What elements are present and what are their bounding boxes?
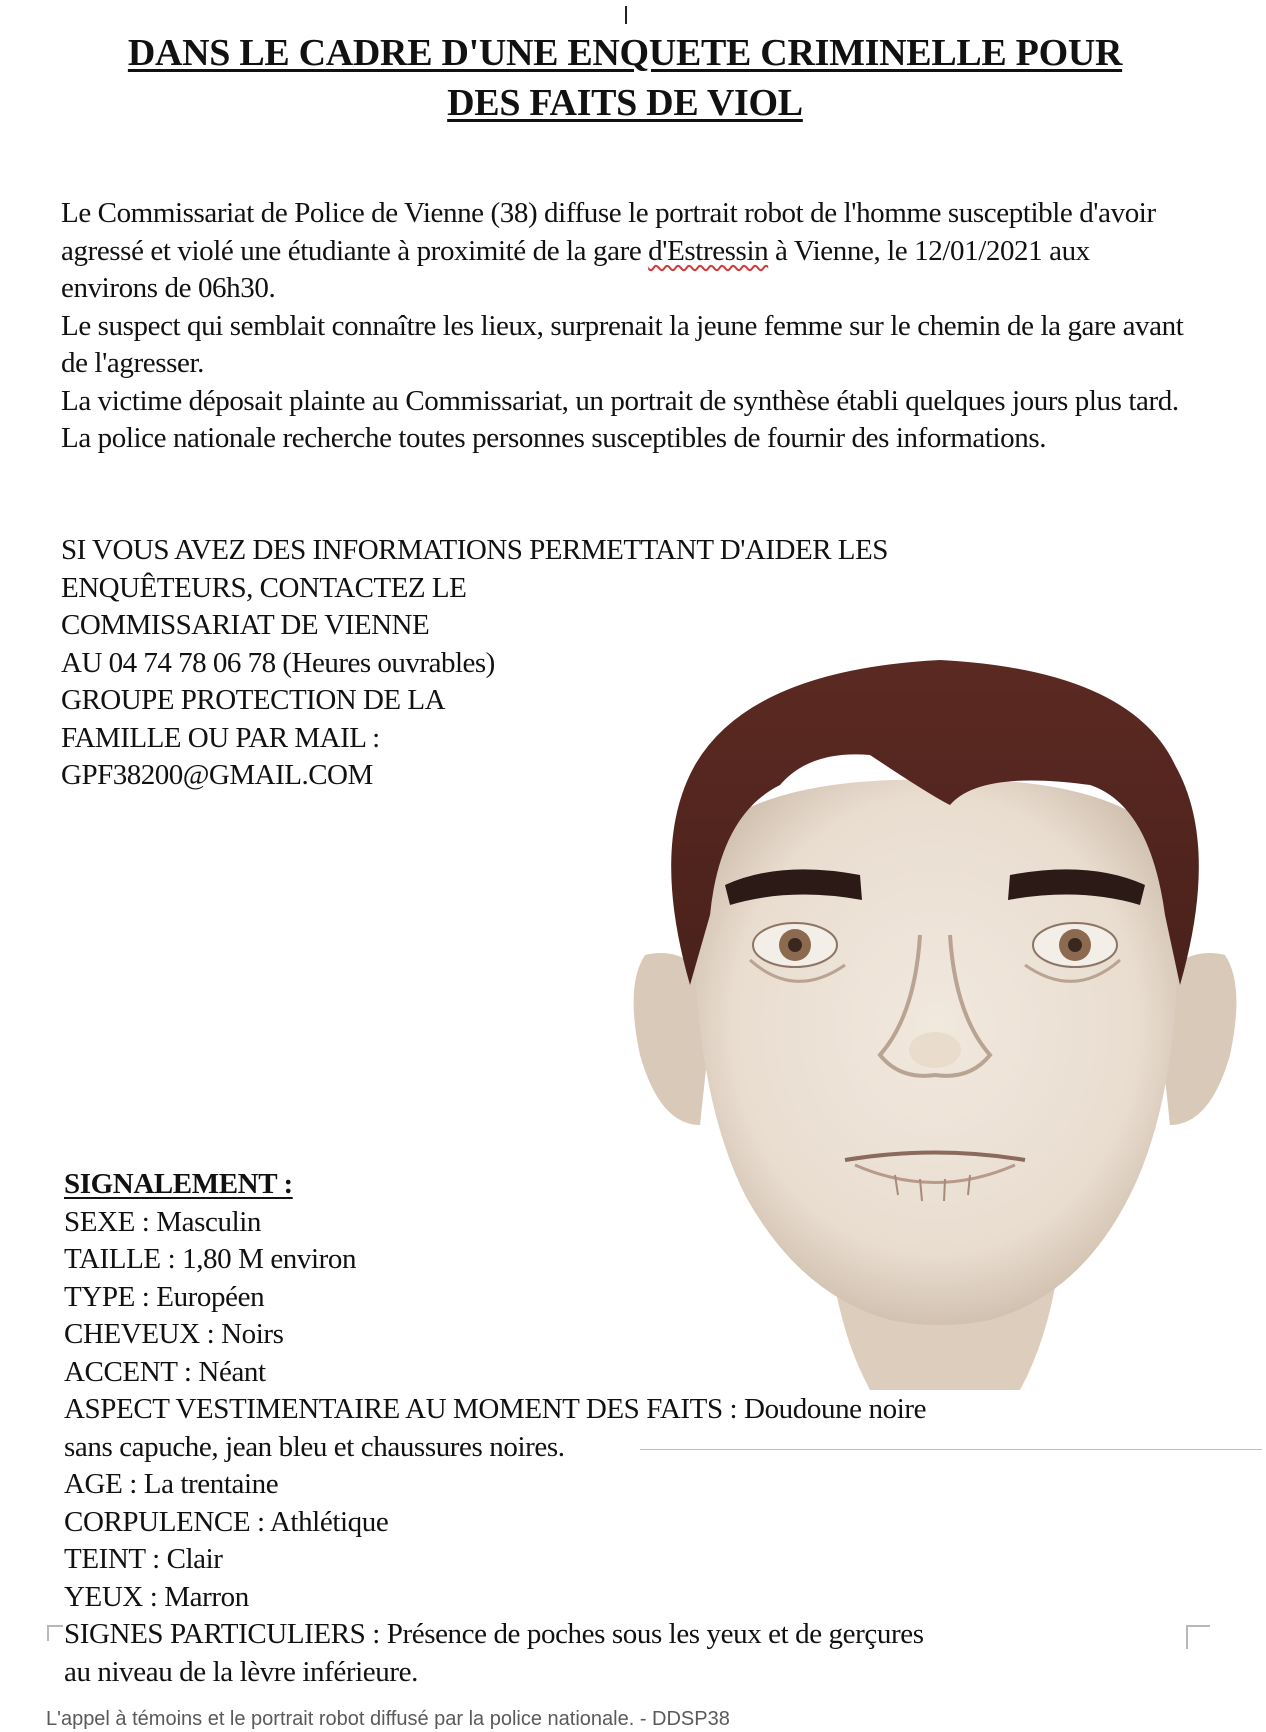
contact-line: GROUPE PROTECTION DE LA [61,684,446,716]
description-line: TAILLE : 1,80 M environ [64,1243,357,1275]
title-line-1: DANS LE CADRE D'UNE ENQUETE CRIMINELLE POUR [127,32,1123,74]
margin-corner-right [1186,1625,1210,1649]
page-rule [640,1449,1262,1450]
description-line: CHEVEUX : Noirs [64,1318,284,1350]
description-block [64,1166,1174,1691]
contact-line: FAMILLE OU PAR MAIL : [61,721,380,754]
text-cursor-mark [625,6,627,24]
description-line: AGE : La trentaine [64,1468,279,1500]
description-line: CORPULENCE : Athlétique [64,1505,389,1538]
description-line: ACCENT : Néant [64,1355,266,1388]
intro-p1-place: d'Estressin [648,234,769,267]
intro-paragraph-4: La police nationale recherche toutes personnes susceptibles de fournir des informations. [61,422,1047,454]
title-line-2: DES FAITS DE VIOL [447,82,803,124]
description-line: ASPECT VESTIMENTAIRE AU MOMENT DES FAITS : Doudoune noire [64,1393,927,1425]
image-caption: L'appel à témoins et le portrait robot diffusé par la police nationale. - DDSP38 [46,1708,730,1730]
intro-text [61,195,1191,458]
contact-line: COMMISSARIAT DE VIENNE [61,609,430,641]
contact-phone-line: AU 04 74 78 06 78 (Heures ouvrables) [61,646,495,679]
description-line: SEXE : Masculin [64,1205,261,1238]
intro-paragraph-3: La victime déposait plainte au Commissariat, un portrait de synthèse établi quelques jours plus tard. [61,384,1179,417]
notice-title [40,28,1210,128]
description-heading: SIGNALEMENT : [64,1168,293,1200]
description-line: sans capuche, jean bleu et chaussures noires. [64,1430,565,1463]
description-line: au niveau de la lèvre inférieure. [64,1655,418,1688]
description-line: YEUX : Marron [64,1580,249,1613]
margin-corner-left [47,1625,63,1641]
intro-p1-end: à Vienne, le 12/01/2021 aux environs de 06h30. [61,234,1090,304]
intro-p1-start: Le Commissariat de Police de Vienne (38) diffuse le portrait robot de l'homme susceptible d'avoir agressé et violé une étudiante à proximité de la gare [61,197,1156,267]
contact-line: ENQUÊTEURS, CONTACTEZ LE [61,571,467,604]
contact-line: SI VOUS AVEZ DES INFORMATIONS PERMETTANT D'AIDER LES [61,534,888,566]
intro-paragraph-1 [61,195,1191,308]
description-line: TEINT : Clair [64,1543,223,1575]
contact-email: GPF38200@GMAIL.COM [61,759,373,791]
intro-paragraph-2: Le suspect qui semblait connaître les lieux, surprenait la jeune femme sur le chemin de la gare avant de l'agresser. [61,309,1184,379]
description-line: SIGNES PARTICULIERS : Présence de poches sous les yeux et de gerçures [64,1618,924,1650]
description-line: TYPE : Européen [64,1280,265,1313]
